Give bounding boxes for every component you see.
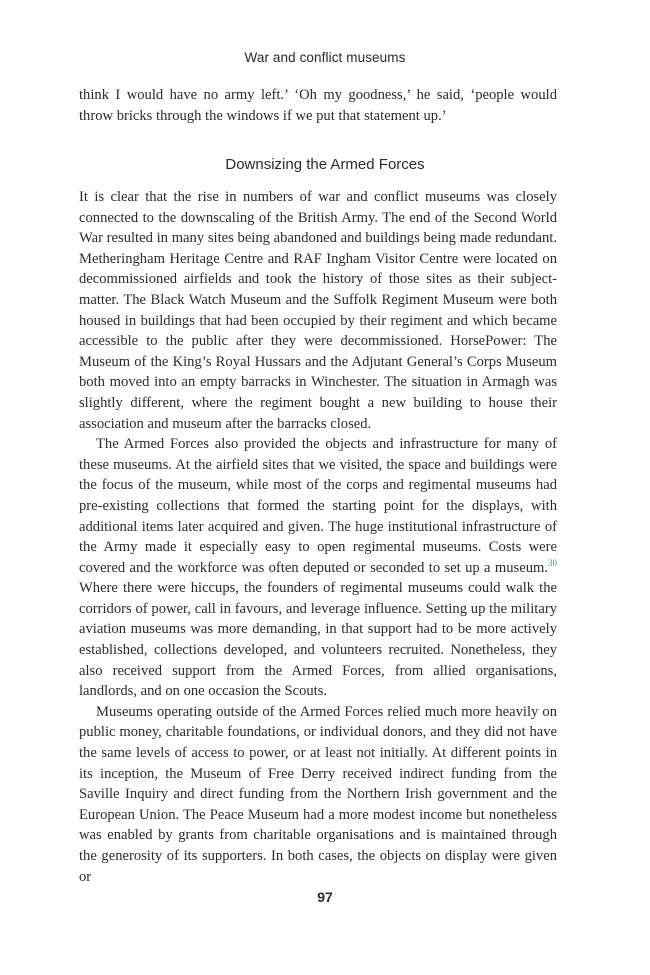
section-body [79,187,557,887]
paragraph: It is clear that the rise in numbers of war and conflict museums was closely connected to the downscaling of the British Army. The end of the Second World War resulted in many sites being abandoned and buildings being made redundant. Metheringham Heritage Centre and RAF Ingham Visitor Centre were located on decommissioned airfields and took the history of those sites as their subject-matter. The Black Watch Museum and the Suffolk Regiment Museum were both housed in buildings that had been occupied by their regiment and which became accessible to the public after they were decommissioned. HorsePower: The Museum of the King’s Royal Hussars and the Adjutant General’s Corps Museum both moved into an empty barracks in Winchester. The situation in Armagh was slightly different, where the regiment bought a new building to house their association and museum after the barracks closed. [79,189,557,432]
paragraph: Museums operating outside of the Armed Forces relied much more heavily on public money, charitable foundations, or individual donors, and they did not have the same levels of access to power, or at least not initially. At different points in its inception, the Museum of Free Derry received indirect funding from the Saville Inquiry and direct funding from the Northern Irish government and the European Union. The Peace Museum had a more modest income but nonetheless was enabled by grants from charitable organisations and is maintained through the generosity of its supporters. In both cases, the objects on display were given or [79,703,557,885]
footnote-reference[interactable]: 30 [548,557,557,568]
paragraph-text: Where there were hiccups, the founders of regimental museums could walk the corridors of power, call in favours, and leverage influence. Setting up the military aviation museums was more demanding, in that support had to be more actively established, collections developed, and volunteers recruited. Nonetheless, they also received support from the Armed Forces, from allied organisations, landlords, and on one occasion the Scouts. [79,580,557,700]
paragraph: think I would have no army left.’ ‘Oh my goodness,’ he said, ‘people would throw bricks through the windows if we put that statement up.’ [79,87,557,124]
running-head: War and conflict museums [244,50,406,65]
continued-paragraph [79,85,557,126]
paragraph-text: The Armed Forces also provided the objects and infrastructure for many of these museums. At the airfield sites that we visited, the space and buildings were the focus of the museum, while most of the corps and regimental museums had pre-existing collections that formed the starting point for the displays, with additional items later acquired and given. The huge institutional infrastructure of the Army made it especially easy to open regimental museums. Costs were covered and the workforce was often deputed or seconded to set up a museum. [79,436,557,576]
page-number: 97 [317,889,333,905]
section-heading: Downsizing the Armed Forces [225,156,425,173]
paragraph [79,434,557,702]
